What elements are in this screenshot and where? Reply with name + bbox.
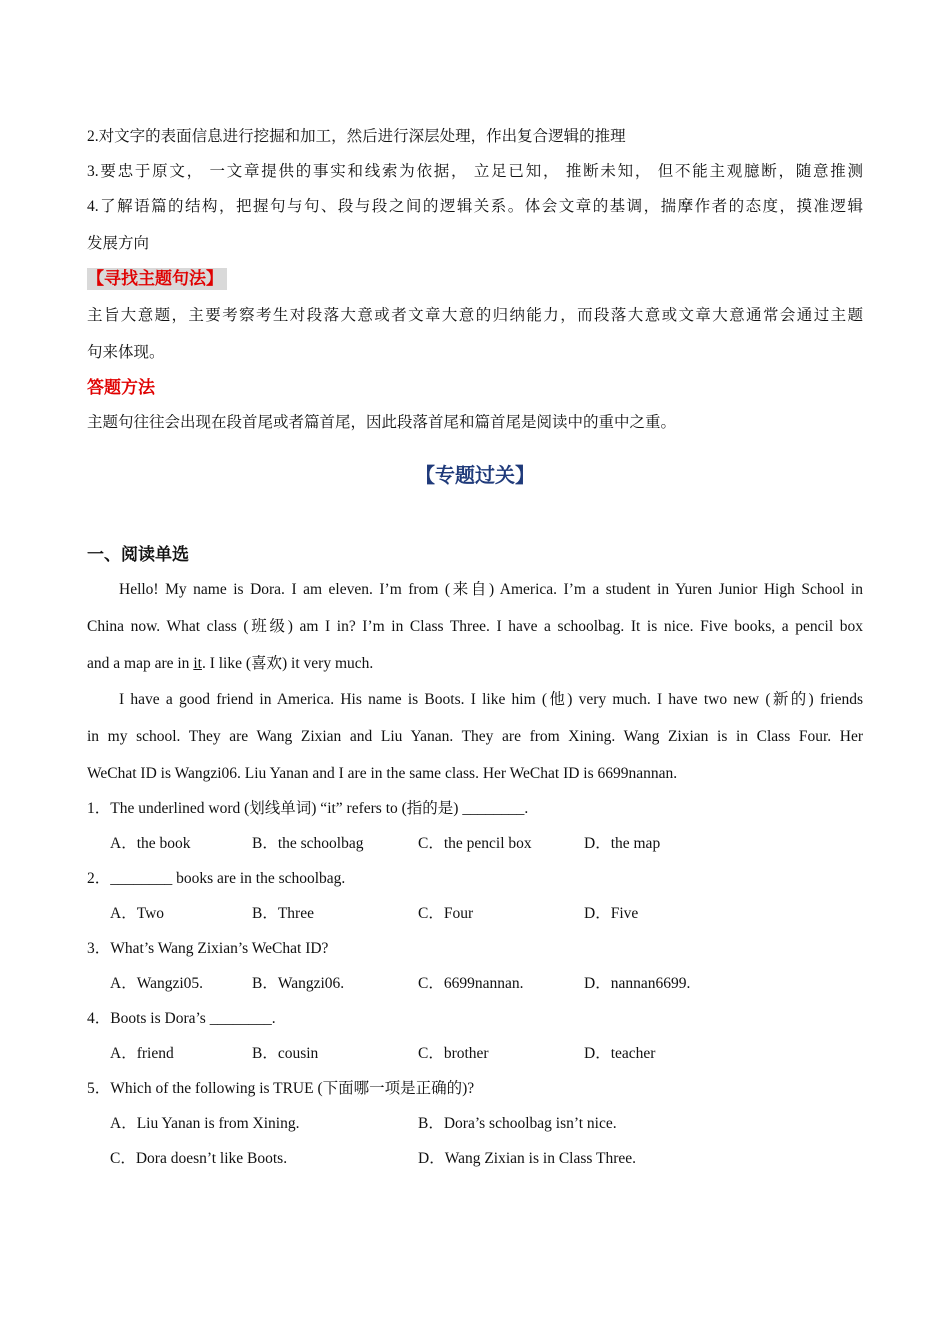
q2-option-b[interactable]: B．Three bbox=[252, 905, 314, 922]
q2-option-d[interactable]: D．Five bbox=[584, 905, 639, 922]
question-3-stem: 3．What’s Wang Zixian’s WeChat ID? bbox=[87, 940, 329, 957]
main-idea-heading-row bbox=[87, 269, 227, 290]
passage-para2-line3: WeChat ID is Wangzi06. Liu Yanan and I are in the same class. Her WeChat ID is 6699nannan. bbox=[87, 765, 678, 782]
section-title: 一、阅读单选 bbox=[87, 545, 189, 565]
q1-option-a[interactable]: A．the book bbox=[110, 835, 191, 852]
q4-option-d[interactable]: D．teacher bbox=[584, 1045, 656, 1062]
passage-para1-line1: Hello! My name is Dora. I am eleven. I’m from (来自) America. I’m a student in Yuren Junior High School in bbox=[119, 581, 863, 598]
q5-option-a[interactable]: A．Liu Yanan is from Xining. bbox=[110, 1115, 300, 1132]
q4-option-b[interactable]: B．cousin bbox=[252, 1045, 319, 1062]
passage-text: . I like (喜欢) it very much. bbox=[201, 655, 374, 672]
q5-option-d[interactable]: D．Wang Zixian is in Class Three. bbox=[418, 1150, 637, 1167]
passage-text: and a map are in bbox=[87, 655, 194, 672]
main-idea-desc-line2: 句来体现。 bbox=[87, 344, 165, 361]
method-heading: 答题方法 bbox=[87, 378, 155, 398]
q4-option-c[interactable]: C．brother bbox=[418, 1045, 489, 1062]
question-2-stem: 2．________ books are in the schoolbag. bbox=[87, 870, 346, 887]
passage-para2-line2: in my school. They are Wang Zixian and Liu Yanan. They are from Xining. Wang Zixian is in Class Four. Her bbox=[87, 728, 863, 745]
passage-para2-line1: I have a good friend in America. His name is Boots. I like him (他) very much. I have two new (新的) friends bbox=[119, 691, 863, 708]
q2-option-c[interactable]: C．Four bbox=[418, 905, 474, 922]
q5-option-b[interactable]: B．Dora’s schoolbag isn’t nice. bbox=[418, 1115, 617, 1132]
point-3: 3.要忠于原文， 一文章提供的事实和线索为依据， 立足已知， 推断未知， 但不能主观臆断，随意推测 bbox=[87, 163, 863, 180]
point-4-line2: 发展方向 bbox=[87, 235, 150, 252]
point-4-line1: 4.了解语篇的结构，把握句与句、段与段之间的逻辑关系。体会文章的基调，揣摩作者的态度，摸准逻辑 bbox=[87, 198, 863, 215]
q3-option-c[interactable]: C．6699nannan. bbox=[418, 975, 524, 992]
passage-para1-line2: China now. What class (班级) am I in? I’m in Class Three. I have a schoolbag. It is nice. Five books, a pencil box bbox=[87, 618, 863, 635]
q3-option-d[interactable]: D．nannan6699. bbox=[584, 975, 691, 992]
point-2: 2.对文字的表面信息进行挖掘和加工，然后进行深层处理，作出复合逻辑的推理 bbox=[87, 128, 626, 145]
question-1-stem: 1．The underlined word (划线单词) “it” refers to (指的是) ________. bbox=[87, 800, 529, 817]
method-text: 主题句往往会出现在段首尾或者篇首尾，因此段落首尾和篇首尾是阅读中的重中之重。 bbox=[87, 414, 677, 431]
q1-option-b[interactable]: B．the schoolbag bbox=[252, 835, 364, 852]
q5-option-c[interactable]: C．Dora doesn’t like Boots. bbox=[110, 1150, 288, 1167]
underlined-word: it bbox=[193, 655, 202, 672]
main-idea-heading: 【寻找主题句法】 bbox=[87, 268, 227, 290]
method-heading-row bbox=[87, 378, 155, 399]
main-idea-desc-line1: 主旨大意题，主要考察考生对段落大意或者文章大意的归纳能力，而段落大意或文章大意通常会通过主题 bbox=[87, 307, 863, 324]
question-4-stem: 4．Boots is Dora’s ________. bbox=[87, 1010, 276, 1027]
q3-option-b[interactable]: B．Wangzi06. bbox=[252, 975, 345, 992]
question-5-stem: 5．Which of the following is TRUE (下面哪一项是正确的)? bbox=[87, 1080, 475, 1097]
q1-option-c[interactable]: C．the pencil box bbox=[418, 835, 532, 852]
q3-option-a[interactable]: A．Wangzi05. bbox=[110, 975, 204, 992]
q4-option-a[interactable]: A．friend bbox=[110, 1045, 174, 1062]
special-title: 【专题过关】 bbox=[415, 463, 535, 487]
q2-option-a[interactable]: A．Two bbox=[110, 905, 165, 922]
passage-para1-line3 bbox=[87, 654, 373, 674]
q1-option-d[interactable]: D．the map bbox=[584, 835, 661, 852]
